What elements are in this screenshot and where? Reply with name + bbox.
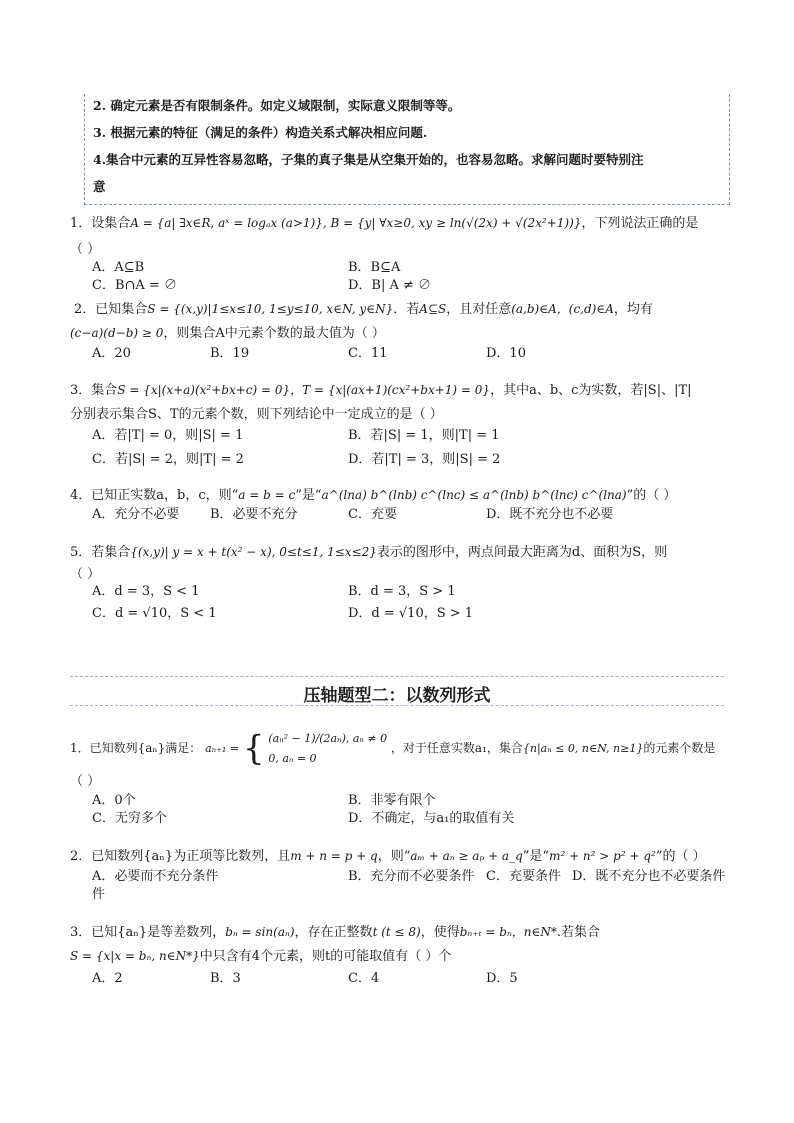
question-4: 4．已知正实数a，b，c，则“a = b = c”是“a^(lna) b^(lnb) c^(lnc) ≤ a^(lnb) b^(lnc) c^(lna)”的（ ） <box>70 488 677 503</box>
sequence-question-2: 2．已知数列{aₙ}为正项等比数列，且m + n = p + q，则“aₘ + aₙ ≥ aₚ + a_q”是“m² + n² > p² + q²”的（ ） <box>70 849 706 864</box>
option-b: B．非零有限个 <box>348 793 436 808</box>
tip-4: 4.集合中元素的互异性容易忽略，子集的真子集是从空集开始的，也容易忽略。求解问题时要特别注 <box>93 152 644 167</box>
piecewise-brace: { <box>242 728 265 769</box>
question-3-line2: 分别表示集合S、T的元素个数，则下列结论中一定成立的是（ ） <box>70 407 443 422</box>
option-c: C．B∩A = ∅ <box>92 278 177 293</box>
sequence-question-1: 1．已知数列{aₙ}满足： aₙ₊₁ = { (aₙ² − 1)/(2aₙ), aₙ ≠ 0 0, aₙ = 0 ，对于任意实数a₁，集合{n|aₙ ≤ 0, n∈N, n≥1}的元素个数是 <box>70 728 716 769</box>
option-a: A．2 <box>92 971 123 986</box>
question-1-paren: （ ） <box>70 242 101 257</box>
option-d: D．若|T| = 3，则|S| = 2 <box>348 452 501 467</box>
sequence-question-3: 3．已知{aₙ}是等差数列，bₙ = sin(aₙ)，存在正整数t (t ≤ 8)，使得bₙ₊ₜ = bₙ，n∈N*.若集合 <box>70 925 601 940</box>
question-1: 1．设集合A = {a| ∃x∈R, aˣ = logₐx (a>1)}, B = {y| ∀x≥0, xy ≥ ln(√(2x) + √(2x²+1))}，下列说法正确的是 <box>70 216 699 231</box>
option-a: A．必要而不充分条件 <box>92 869 219 884</box>
option-b: B．若|S| = 1，则|T| = 1 <box>348 428 500 443</box>
option-c: C．若|S| = 2，则|T| = 2 <box>92 452 244 467</box>
section-title: 压轴题型二：以数列形式 <box>303 686 491 706</box>
option-b: B．d = 3，S > 1 <box>348 584 456 599</box>
option-c: C．d = √10，S < 1 <box>92 606 217 621</box>
tip-3: 3. 根据元素的特征（满足的条件）构造关系式解决相应问题. <box>93 125 428 140</box>
question-5-paren: （ ） <box>70 567 101 582</box>
question-2-line2: (c−a)(d−b) ≥ 0，则集合A中元素个数的最大值为（ ） <box>70 326 385 341</box>
math-expr: A = {a| ∃x∈R, aˣ = logₐx (a>1)}, B = {y| ∀x≥0, xy ≥ ln(√(2x) + √(2x²+1))} <box>130 216 582 230</box>
option-b: B．必要不充分 <box>210 507 298 522</box>
sequence-question-3-line2: S = {x|x = bₙ, n∈N*}中只含有4个元素，则t的可能取值有（ ）个 <box>70 949 452 964</box>
section-divider-top <box>70 676 724 677</box>
option-d: D．不确定，与a₁的取值有关 <box>348 811 515 826</box>
option-c: C．充要条件 <box>486 869 561 884</box>
tip-2: 2. 确定元素是否有限制条件。如定义域限制，实际意义限制等等。 <box>93 98 461 113</box>
section-divider-bottom <box>70 705 724 706</box>
option-a: A．d = 3，S < 1 <box>92 584 200 599</box>
option-c: C．充要 <box>348 507 397 522</box>
option-b: B．充分而不必要条件 <box>348 869 475 884</box>
option-d: D．d = √10，S > 1 <box>348 606 474 621</box>
option-d: D．5 <box>486 971 518 986</box>
sequence-question-1-paren: （ ） <box>70 774 101 789</box>
option-c: C．无穷多个 <box>92 811 167 826</box>
option-a: A．A⊆B <box>92 260 145 275</box>
option-d: D．既不充分也不必要 <box>486 507 614 522</box>
piecewise-cases: (aₙ² − 1)/(2aₙ), aₙ ≠ 0 0, aₙ = 0 <box>268 731 388 765</box>
question-5: 5．若集合{(x,y)| y = x + t(x² − x), 0≤t≤1, 1≤x≤2}表示的图形中，两点间最大距离为d、面积为S，则 <box>70 545 668 560</box>
option-a: A．20 <box>92 346 131 361</box>
option-d: D．既不充分也不必要条件 <box>572 869 726 884</box>
tip-4-wrap: 意 <box>93 179 106 194</box>
option-d: D．B| A ≠ ∅ <box>348 278 432 293</box>
option-a: A．若|T| = 0，则|S| = 1 <box>92 428 244 443</box>
option-a-wrap: 件 <box>92 887 106 902</box>
question-3: 3．集合S = {x|(x+a)(x²+bx+c) = 0}，T = {x|(ax+1)(cx²+bx+1) = 0}，其中a、b、c为实数，若|S|、|T| <box>70 383 692 398</box>
option-a: A．0个 <box>92 793 136 808</box>
option-a: A．充分不必要 <box>92 507 180 522</box>
question-2: 2．已知集合S = {(x,y)|1≤x≤10, 1≤y≤10, x∈N, y∈N}．若A⊆S，且对任意(a,b)∈A，(c,d)∈A，均有 <box>74 302 653 317</box>
option-d: D．10 <box>486 346 526 361</box>
option-c: C．4 <box>348 971 380 986</box>
option-b: B．3 <box>210 971 241 986</box>
option-c: C．11 <box>348 346 388 361</box>
option-b: B．B⊆A <box>348 260 401 275</box>
option-b: B．19 <box>210 346 250 361</box>
